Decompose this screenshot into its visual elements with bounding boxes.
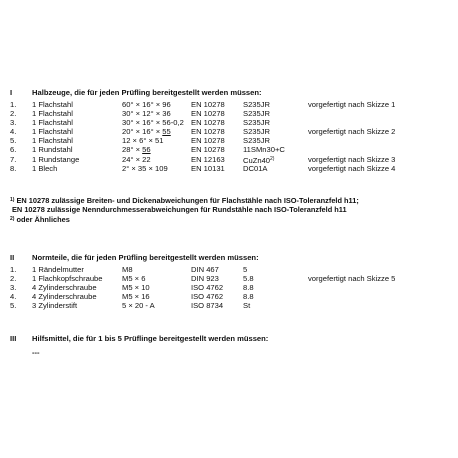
footnotes [10,196,450,224]
item-number: 4. [10,292,17,302]
section-halbzeuge [10,88,450,173]
item-description: 1 Blech [32,163,58,173]
item-description: 3 Zylinderstift [32,301,78,311]
item-dimensions: 24° × 22 [122,154,151,164]
item-description: 1 Flachstahl [32,127,73,137]
item-note: vorgefertigt nach Skizze 1 [308,100,396,109]
item-standard: DIN 923 [191,274,219,284]
item-number: 5. [10,301,17,311]
item-material: 5 [243,265,248,274]
footnote-text: oder Ähnliches [16,214,70,224]
footnote-text: EN 10278 zulässige Breiten- und Dickenabweichungen für Flachstähle nach ISO-Toleranzfeld h11; [16,196,359,205]
item-material: DC01A [243,163,268,173]
item-standard: ISO 4762 [191,283,224,293]
item-dimensions: 30° × 16° × 56-0,2 [122,118,184,128]
section-heading [10,253,450,262]
list-item [10,283,450,292]
item-number: 6. [10,145,17,155]
section-title: Normteile, die für jeden Prüfling bereitgestellt werden müssen: [32,253,259,262]
item-standard: EN 10131 [191,163,225,173]
item-description: 1 Rändelmutter [32,265,84,274]
item-material: S235JR [243,109,271,119]
footnote [10,205,450,214]
section-title: Halbzeuge, die für jeden Prüfling bereitgestellt werden müssen: [32,88,262,97]
item-dimensions: 2° × 35 × 109 [122,163,168,173]
footnote-mark: 1) [10,197,15,203]
item-material: S235JR [243,100,271,109]
list-item [10,155,450,164]
item-dimensions: M8 [122,265,133,274]
item-number: 3. [10,283,17,293]
section-hilfsmittel [10,334,450,357]
footnote-text: EN 10278 zulässige Nenndurchmesserabweichungen für Rundstähle nach ISO-Toleranzfeld h11 [12,205,347,215]
list-item [10,118,450,127]
item-number: 7. [10,154,17,164]
item-material: S235JR [243,136,271,146]
item-note: vorgefertigt nach Skizze 2 [308,127,396,137]
item-description: 1 Flachstahl [32,100,73,109]
item-dimensions: 30° × 12° × 36 [122,109,171,119]
footnote [10,215,450,224]
list-item [10,109,450,118]
material-text: CuZn40 [243,155,271,165]
section-heading [10,334,450,343]
item-number: 3. [10,118,17,128]
item-material: St [243,301,251,311]
item-number: 5. [10,136,17,146]
item-material: S235JR [243,127,271,137]
dimension-underlined: 56 [142,145,151,155]
item-description: 1 Flachstahl [32,136,73,146]
footnote-ref: 2) [270,155,275,162]
item-description: 1 Rundstange [32,154,80,164]
item-dimensions: 60° × 16° × 96 [122,100,171,109]
dimension-underlined: 55 [162,127,171,137]
item-material: 5.8 [243,274,254,284]
item-dimensions: M5 × 6 [122,274,146,284]
section-heading [10,88,450,97]
item-description: 1 Flachkopfschraube [32,274,103,284]
halbzeuge-list [10,100,450,173]
section-number: III [10,334,17,343]
list-item [10,164,450,173]
item-description: 1 Flachstahl [32,118,73,128]
list-item [10,100,450,109]
item-number: 1. [10,100,17,109]
item-dimensions: 12 × 6° × 51 [122,136,164,146]
dimension-text: 28° × [122,145,143,155]
section-number: II [10,253,15,262]
list-item [10,127,450,136]
item-description: 1 Flachstahl [32,109,73,119]
item-description: 4 Zylinderschraube [32,283,97,293]
item-standard: EN 10278 [191,145,225,155]
item-material: S235JR [243,118,271,128]
item-number: 2. [10,109,17,119]
list-item [10,265,450,274]
section-content: --- [32,348,40,357]
item-number: 4. [10,127,17,137]
list-item [10,136,450,145]
dimension-text: 20° × 16° × [122,127,163,137]
item-dimensions [122,145,151,154]
item-dimensions: M5 × 16 [122,292,150,302]
list-item [10,292,450,301]
item-note: vorgefertigt nach Skizze 5 [308,274,396,284]
item-material: 8.8 [243,292,254,302]
list-item [10,274,450,283]
item-material: 8.8 [243,283,254,293]
item-standard: EN 10278 [191,109,225,119]
item-note: vorgefertigt nach Skizze 3 [308,154,396,164]
item-standard: EN 10278 [191,100,225,109]
list-item [10,301,450,310]
item-note: vorgefertigt nach Skizze 4 [308,163,396,173]
item-dimensions: M5 × 10 [122,283,150,293]
item-standard: EN 10278 [191,127,225,137]
item-material: 11SMn30+C [243,145,285,155]
footnote [10,196,450,205]
item-standard: EN 10278 [191,136,225,146]
normteile-list [10,265,450,310]
item-standard: ISO 8734 [191,301,224,311]
item-description: 1 Rundstahl [32,145,73,155]
footnote-mark: 2) [10,215,15,222]
section-number: I [10,88,13,97]
item-description: 4 Zylinderschraube [32,292,97,302]
item-standard: DIN 467 [191,265,219,274]
item-number: 8. [10,163,17,173]
item-standard: EN 12163 [191,154,225,164]
item-number: 1. [10,265,17,274]
section-title: Hilfsmittel, die für 1 bis 5 Prüflinge bereitgestellt werden müssen: [32,334,269,343]
item-standard: EN 10278 [191,118,225,128]
item-dimensions [122,127,171,136]
item-standard: ISO 4762 [191,292,224,302]
list-item [10,145,450,154]
item-dimensions: 5 × 20 - A [122,301,155,311]
item-number: 2. [10,274,17,284]
section-normteile [10,253,450,310]
